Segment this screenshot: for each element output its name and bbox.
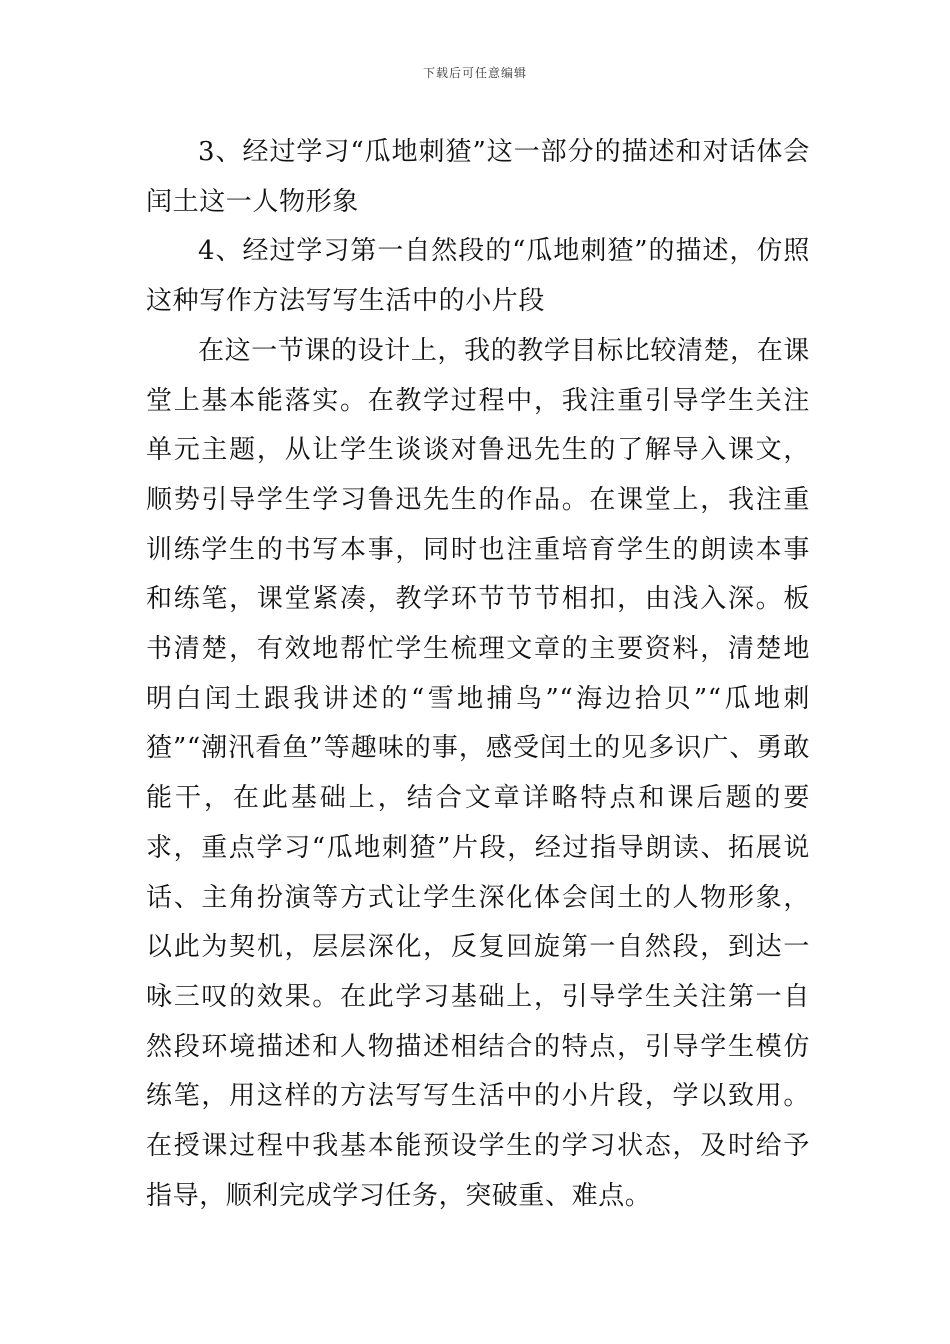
objective-4-paragraph: 4、经过学习第一自然段的“瓜地刺猹”的描述，仿照这种写作方法写写生活中的小片段 [146,236,810,317]
page-header-note: 下载后可任意编辑 [422,66,527,80]
objective-3-paragraph: 3、经过学习“瓜地刺猹”这一部分的描述和对话体会闰土这一人物形象 [146,137,810,217]
reflection-paragraph: 在这一节课的设计上，我的教学目标比较清楚，在课堂上基本能落实。在教学过程中，我注重引导学生关注单元主题，从让学生谈谈对鲁迅先生的了解导入课文，顺势引导学生学习鲁迅先生的作品。在课堂上，我注重训练学生的书写本事，同时也注重培育学生的朗读本事和练笔，课堂紧凑，教学环节节节相扣，由浅入深。板书清楚，有效地帮忙学生梳理文章的主要资料，清楚地明白闰土跟我讲述的“雪地捕鸟”“海边拾贝”“瓜地刺猹”“潮汛看鱼”等趣味的事，感受闰土的见多识广、勇敢能干，在此基础上，结合文章详略特点和课后题的要求，重点学习“瓜地刺猹”片段，经过指导朗读、拓展说话、主角扮演等方式让学生深化体会闰土的人物形象，以此为契机，层层深化，反复回旋第一自然段，到达一咏三叹的效果。在此学习基础上，引导学生关注第一自然段环境描述和人物描述相结合的特点，引导学生模仿练笔，用这样的方法写写生活中的小片段，学以致用。在授课过程中我基本能预设学生的学习状态，及时给予指导，顺利完成学习任务，突破重、难点。 [146,335,810,1211]
document-body [146,128,810,1221]
